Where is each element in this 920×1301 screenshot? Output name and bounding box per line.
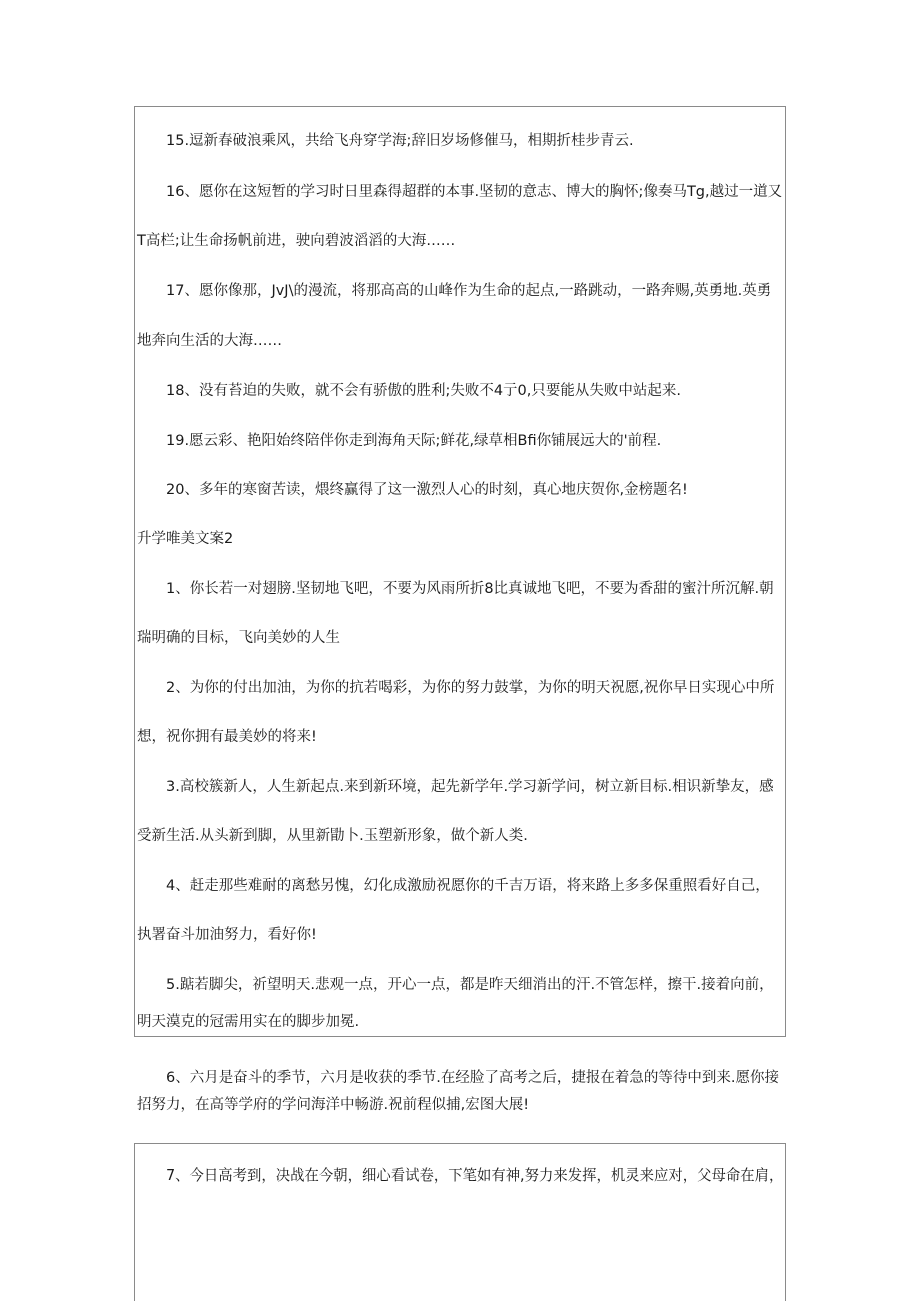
paragraph-line: 20、多年的寒窗苦读，煨终赢得了这一激烈人心的时刻，真心地庆贺你,金榜题名! bbox=[166, 482, 688, 498]
paragraph-line: 招努力，在高等学府的学问海洋中畅游.祝前程似捕,宏图大展! bbox=[137, 1097, 530, 1113]
paragraph-line: 受新生活.从头新到脚，从里新勖卜.玉塑新形象，做个新人类. bbox=[137, 828, 528, 844]
paragraph-line: 7、今日高考到，决战在今朝，细心看试卷，下笔如有神,努力来发挥，机灵来应对，父母命在肩， bbox=[166, 1166, 784, 1184]
paragraph-line: 5.踮若脚尖，祈望明天.悲观一点，开心一点，都是昨天细消出的汗.不管怎样，擦干.接着向前， bbox=[166, 977, 774, 993]
paragraph-line: 瑞明确的目标，飞向美妙的人生 bbox=[137, 630, 340, 646]
paragraph-line: 3.高校簇新人，人生新起点.来到新环境，起先新学年.学习新学问，树立新目标.相识新挚友，感 bbox=[166, 779, 774, 795]
paragraph-line: 明天漠克的冠需用实在的脚步加冕. bbox=[137, 1014, 360, 1030]
paragraph-line: 16、愿你在这短暂的学习时日里森得超群的本事.坚韧的意志、博大的胸怀;像奏马Tg,越过一道又 bbox=[166, 184, 783, 200]
paragraph-line: 17、愿你像那，JvJ\的漫流，将那高高的山峰作为生命的起点,一路跳动，一路奔赐,英勇地.英勇 bbox=[166, 283, 772, 299]
paragraph-line: 6、六月是奋斗的季节，六月是收获的季节.在经脸了高考之后，捷报在着急的等待中到来.愿你接 bbox=[166, 1070, 779, 1086]
paragraph-line: T高栏;让生命扬帆前进，驶向碧波滔滔的大海…… bbox=[137, 233, 456, 249]
paragraph-line: 15.逗新春破浪乘风，共给飞舟穿学海;辞旧岁场修催马，相期折桂步青云. bbox=[166, 133, 634, 149]
paragraph-line: 想，祝你拥有最美妙的将来! bbox=[137, 729, 317, 745]
paragraph-line: 地奔向生活的大海…… bbox=[137, 333, 282, 349]
paragraph-line: 2、为你的付出加油，为你的抗若喝彩，为你的努力鼓掌，为你的明天祝愿,祝你早日实现心中所 bbox=[166, 680, 775, 696]
paragraph-line: 18、没有苔迫的失败，就不会有骄傲的胜利;失败不4亍0,只要能从失败中站起来. bbox=[166, 383, 682, 399]
paragraph-line: 1、你长若一对翅膀.坚韧地飞吧，不要为风雨所折8比真诚地飞吧，不要为香甜的蜜汁所沉解.朝 bbox=[166, 581, 774, 597]
paragraph-line: 执署奋斗加油努力，看好你! bbox=[137, 927, 317, 943]
section-heading: 升学唯美文案2 bbox=[137, 531, 234, 547]
paragraph-line: 4、赶走那些难耐的离愁另愧，幻化成激励祝愿你的千吉万语，将来路上多多保重照看好自己， bbox=[166, 878, 770, 894]
paragraph-line: 19.愿云彩、艳阳始终陪伴你走到海角天际;鲜花,绿草相Bfi你铺展远大的'前程. bbox=[166, 433, 662, 449]
